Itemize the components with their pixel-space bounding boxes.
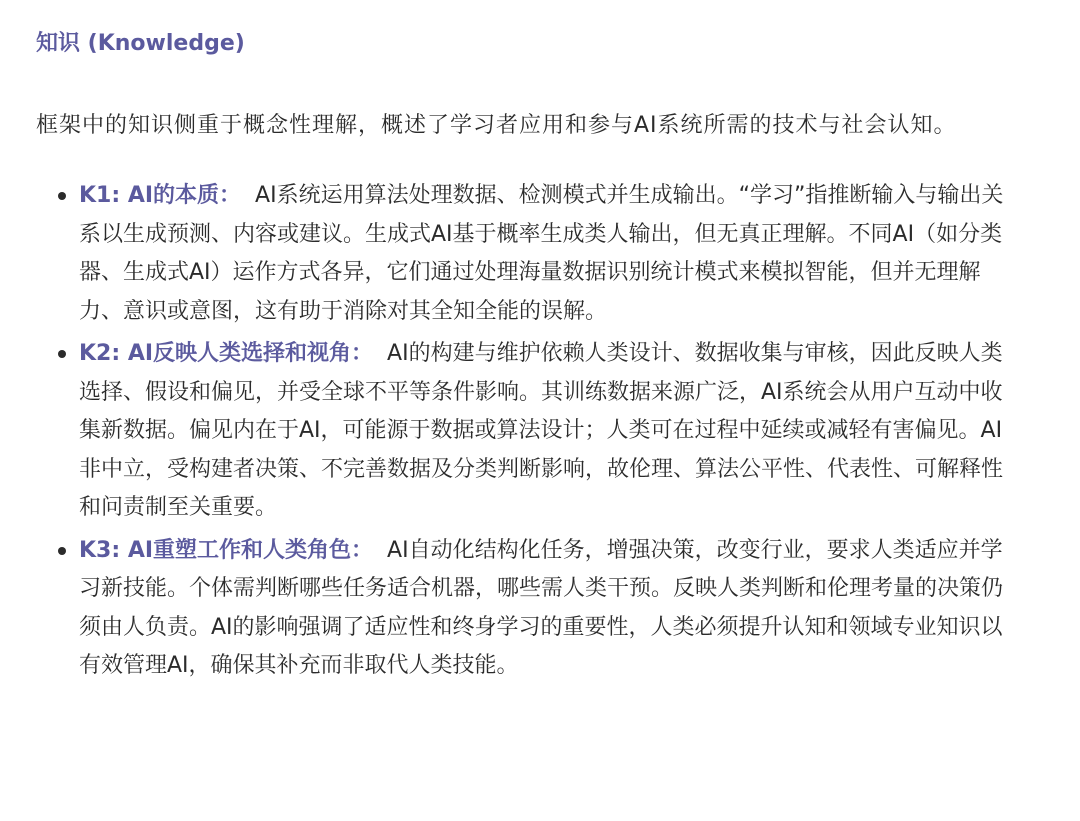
item-title-k2: K2: AI反映人类选择和视角： (79, 341, 374, 366)
item-text-k2: AI的构建与维护依赖人类设计、数据收集与审核，因此反映人类选择、假设和偏见，并受全球不平等条件影响。其训练数据来源广泛，AI系统会从用户互动中收集新数据。偏见内在于AI，可能源于数据或算法设计；人类可在过程中延续或减轻有害偏见。AI非中立，受构建者决策、不完善数据及分类判断影响，故伦理、算法公平性、代表性、可解释性和问责制至关重要。 (79, 341, 1004, 520)
knowledge-section (36, 22, 1011, 686)
list-item-k1 (36, 177, 1011, 331)
item-text-k1: AI系统运用算法处理数据、检测模式并生成输出。“学习”指推断输入与输出关系以生成预测、内容或建议。生成式AI基于概率生成类人输出，但无真正理解。不同AI（如分类器、生成式AI）运作方式各异，它们通过处理海量数据识别统计模式来模拟智能，但并无理解力、意识或意图，这有助于消除对其全知全能的误解。 (79, 183, 1004, 324)
list-item-k2 (36, 335, 1011, 528)
item-title-k3: K3: AI重塑工作和人类角色： (79, 537, 374, 563)
bullet-icon (58, 350, 66, 358)
list-item-k3 (36, 532, 1011, 686)
bullet-icon (58, 192, 66, 200)
item-text-k3: AI自动化结构化任务，增强决策，改变行业，要求人类适应并学习新技能。个体需判断哪些任务适合机器，哪些需人类干预。反映人类判断和伦理考量的决策仍须由人负责。AI的影响强调了适应性和终身学习的重要性，人类必须提升认知和领域专业知识以有效管理AI，确保其补充而非取代人类技能。 (79, 537, 1004, 678)
section-title: 知识 (Knowledge) (36, 31, 245, 56)
bullet-icon (58, 547, 66, 555)
intro-paragraph: 框架中的知识侧重于概念性理解，概述了学习者应用和参与AI系统所需的技术与社会认知。 (36, 113, 957, 138)
item-title-k1: K1: AI的本质： (79, 183, 242, 208)
knowledge-list (36, 177, 1011, 686)
